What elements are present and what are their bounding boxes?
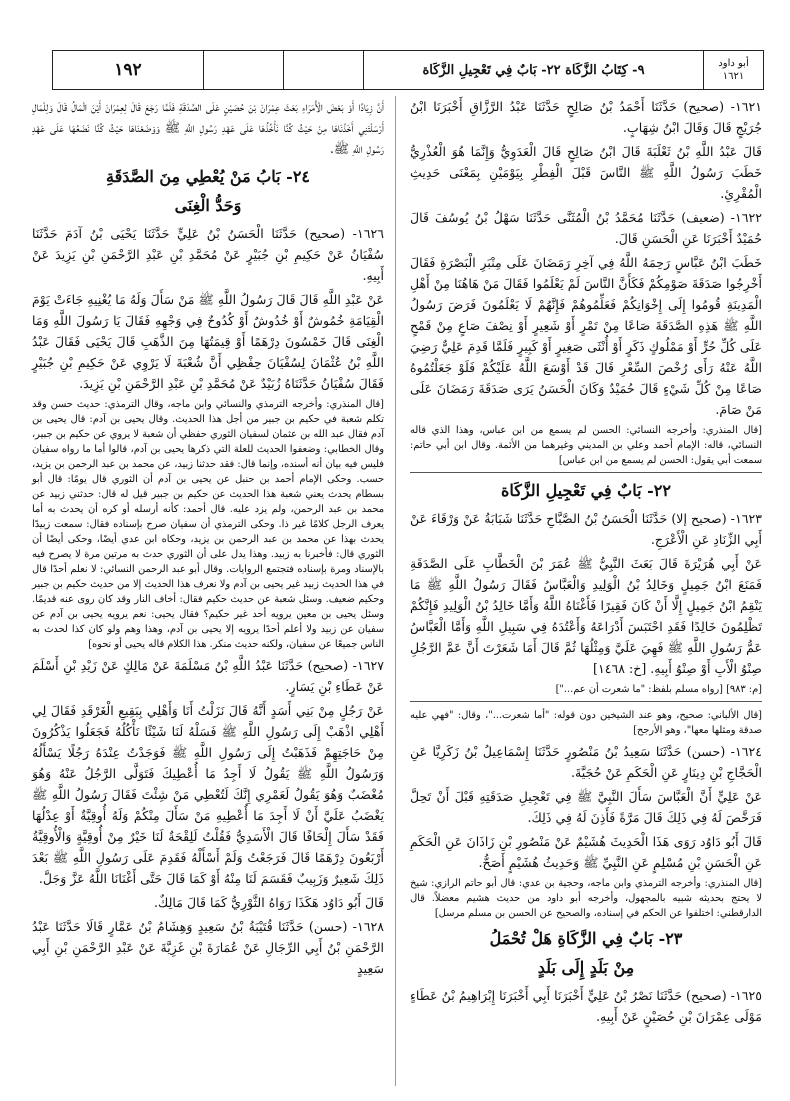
chapter-24-heading: ٢٤- بَابُ مَنْ يُعْطِي مِنَ الصَّدَقَةِ bbox=[105, 167, 311, 186]
header-blank-cell bbox=[203, 51, 283, 89]
left-column bbox=[32, 96, 384, 982]
hadith-1621-isnad: ١٦٢١- (صحيح) حَدَّثَنَا أَحْمَدُ بْنُ صَالِحٍ حَدَّثَنَا عَبْدُ الرَّزَّاقِ أَخْبَرَنَا ابْنُ جُرَيْجٍ قَالَ وَقَالَ ابْنُ شِهَابٍ. bbox=[410, 99, 762, 135]
chapter-24-subheading: وَحَدُّ الْغِنَى bbox=[174, 196, 242, 215]
hadith-1623-isnad: ١٦٢٣- (صحيح إلا) حَدَّثَنَا الْحَسَنُ بْنُ الصَّبَّاحِ حَدَّثَنَا شَبَابَةُ عَنْ وَرْقَاءَ عَنْ أَبِي الزِّنَادِ عَنِ الْأَعْرَجِ. bbox=[410, 511, 762, 547]
note-1622: [قال المنذري: وأخرجه النسائي: الحسن لم يسمع من ابن عباس، وهذا الذي قاله النسائي، قاله: الإمام أحمد وعلي بن المديني وغيرهما من الأئمة. وقال ابن أبي حاتم: سمعت أبي يقول: الحسن لم يسمع من ابن عباس] bbox=[410, 425, 762, 466]
hadith-1625-isnad: ١٦٢٥- (صحيح) حَدَّثَنَا نَصْرُ بْنُ عَلِيٍّ أَخْبَرَنَا أَبِي أَخْبَرَنَا إِبْرَاهِيمُ بْنُ عَطَاءٍ مَوْلَى عِمْرَانَ بْنِ حُصَيْنٍ عَنْ أَبِيهِ. bbox=[410, 988, 762, 1024]
hadith-1627-isnad: ١٦٢٧- (صحيح) حَدَّثَنَا عَبْدُ اللَّهِ بْنُ مَسْلَمَةَ عَنْ مَالِكٍ عَنْ زَيْدِ بْنِ أَسْلَمَ عَنْ عَطَاءِ بْنِ يَسَارٍ. bbox=[32, 658, 384, 694]
book-ref-name: أبو داود bbox=[718, 58, 749, 69]
hadith-1626-matn: عَنْ عَبْدِ اللَّهِ قَالَ قَالَ رَسُولُ اللَّهِ ﷺ مَنْ سَأَلَ وَلَهُ مَا يُغْنِيهِ جَاءَتْ يَوْمَ الْقِيَامَةِ خُمُوشٌ أَوْ خُدُوشٌ أَوْ كُدُوحٌ فِي وَجْهِهِ فَقَالَ يَا رَسُولَ اللَّهِ وَمَا الْغِنَى قَالَ خَمْسُونَ دِرْهَمًا أَوْ قِيمَتُهَا مِنَ الذَّهَبِ قَالَ يَحْيَى فَقَالَ عَبْدُ اللَّهِ بْنُ عُثْمَانَ لِسُفْيَانَ حِفْظِي أَنَّ شُعْبَةَ لَا يَرْوِي عَنْ حَكِيمِ بْنِ جُبَيْرٍ فَقَالَ سُفْيَانُ حَدَّثَنَاهُ زُبَيْدٌ عَنْ مُحَمَّدِ بْنِ عَبْدِ الرَّحْمَنِ بْنِ يَزِيدَ. bbox=[32, 292, 384, 391]
header-blank-cell bbox=[283, 51, 363, 89]
hadith-1624-isnad: ١٦٢٤- (حسن) حَدَّثَنَا سَعِيدُ بْنُ مَنْصُورٍ حَدَّثَنَا إِسْمَاعِيلُ بْنُ زَكَرِيَّا عَنِ الْحَجَّاجِ بْنِ دِينَارٍ عَنِ الْحَكَمِ عَنْ حُجَيَّةَ. bbox=[410, 744, 762, 780]
note-1624: [قال المنذري: وأخرجه الترمذي وابن ماجه، وحجية بن عدي: قال أبو حاتم الرازي: شيخ لا يحتج بحديثه شبيه بالمجهول، وأخرجه أبو داود من حديث هشيم معضلاً. قال الدارقطني: اختلفوا عن الحكم في إسناده، والصحيح عن الحسن بن مسلم مرسل] bbox=[410, 878, 762, 919]
ref-1623: [م: ٩٨٣] [رواه مسلم بلفظ: "ما شعرت أن عم..."] bbox=[555, 684, 762, 695]
hadith-1626-isnad: ١٦٢٦- (صحيح) حَدَّثَنَا الْحَسَنُ بْنُ عَلِيٍّ حَدَّثَنَا يَحْيَى بْنُ آدَمَ حَدَّثَنَا سُفْيَانُ عَنْ حَكِيمِ بْنِ جُبَيْرٍ عَنْ مُحَمَّدِ بْنِ عَبْدِ الرَّحْمَنِ بْنِ يَزِيدَ عَنْ أَبِيهِ. bbox=[32, 226, 384, 283]
hadith-1628-isnad: ١٦٢٨- (حسن) حَدَّثَنَا قُتَيْبَةُ بْنُ سَعِيدٍ وَهِشَامُ بْنُ عَمَّارٍ قَالَا حَدَّثَنَا عَبْدُ الرَّحْمَنِ بْنُ أَبِي الرِّجَالِ عَنْ عُمَارَةَ بْنِ غَزِيَّةَ عَنْ عَبْدِ الرَّحْمَنِ بْنِ أَبِي سَعِيدٍ bbox=[32, 919, 384, 976]
chapter-23-subheading: مِنْ بَلَدٍ إِلَى بَلَدٍ bbox=[537, 958, 635, 977]
hadith-1623-matn: عَنْ أَبِي هُرَيْرَةَ قَالَ بَعَثَ النَّبِيُّ ﷺ عُمَرَ بْنَ الْخَطَّابِ عَلَى الصَّدَقَةِ فَمَنَعَ ابْنُ جَمِيلٍ وَخَالِدُ بْنُ الْوَلِيدِ وَالْعَبَّاسُ فَقَالَ رَسُولُ اللَّهِ ﷺ مَا يَنْقِمُ ابْنُ جَمِيلٍ إِلَّا أَنْ كَانَ فَقِيرًا فَأَغْنَاهُ اللَّهُ وَأَمَّا خَالِدُ بْنُ الْوَلِيدِ فَإِنَّكُمْ تَظْلِمُونَ خَالِدًا فَقَدِ احْتَبَسَ أَدْرَاعَهُ وَأَعْتُدَهُ فِي سَبِيلِ اللَّهِ وَأَمَّا الْعَبَّاسُ عَمُّ رَسُولِ اللَّهِ ﷺ فَهِيَ عَلَيَّ وَمِثْلُهَا ثُمَّ قَالَ أَمَا شَعَرْتَ أَنَّ عَمَّ الرَّجُلِ صِنْوُ الْأَبِ أَوْ صِنْوُ أَبِيهِ. [خ: ١٤٦٨] bbox=[410, 556, 762, 676]
hadith-1622-matn: خَطَبَ ابْنُ عَبَّاسٍ رَحِمَهُ اللَّهُ فِي آخِرِ رَمَضَانَ عَلَى مِنْبَرِ الْبَصْرَةِ فَقَالَ أَخْرِجُوا صَدَقَةَ صَوْمِكُمْ فَكَأَنَّ النَّاسَ لَمْ يَعْلَمُوا فَقَالَ مَنْ هَاهُنَا مِنْ أَهْلِ الْمَدِينَةِ قُومُوا إِلَى إِخْوَانِكُمْ فَعَلِّمُوهُمْ فَإِنَّهُمْ لَا يَعْلَمُونَ فَرَضَ رَسُولُ اللَّهِ ﷺ هَذِهِ الصَّدَقَةَ صَاعًا مِنْ تَمْرٍ أَوْ شَعِيرٍ أَوْ نِصْفَ صَاعٍ مِنْ قَمْحٍ عَلَى كُلِّ حُرٍّ أَوْ مَمْلُوكٍ ذَكَرٍ أَوْ أُنْثَى صَغِيرٍ أَوْ كَبِيرٍ فَلَمَّا قَدِمَ عَلِيٌّ رَضِيَ اللَّهُ عَنْهُ رَأَى رُخْصَ السِّعْرِ قَالَ قَدْ أَوْسَعَ اللَّهُ عَلَيْكُمْ فَلَوْ جَعَلْتُمُوهُ صَاعًا مِنْ كُلِّ شَيْءٍ قَالَ حُمَيْدٌ وَكَانَ الْحَسَنُ يَرَى صَدَقَةَ رَمَضَانَ عَلَى مَنْ صَامَ. bbox=[410, 255, 762, 417]
page-header bbox=[52, 50, 764, 90]
hadith-1627-comment: قَالَ أَبُو دَاوُد هَكَذَا رَوَاهُ الثَّوْرِيُّ كَمَا قَالَ مَالِكٌ. bbox=[153, 895, 384, 910]
chapter-23-heading: ٢٣- بَابٌ فِي الزَّكَاةِ هَلْ تُحْمَلُ bbox=[489, 929, 683, 948]
running-title-text: ٩- كِتَابُ الزَّكَاة ٢٢- بَابٌ فِي تَعْجِيلِ الزَّكَاة bbox=[422, 62, 645, 78]
running-title bbox=[363, 51, 703, 89]
hadith-1627-matn: عَنْ رَجُلٍ مِنْ بَنِي أَسَدٍ أَنَّهُ قَالَ نَزَلْتُ أَنَا وَأَهْلِي بِبَقِيعِ الْغَرْقَدِ فَقَالَ لِي أَهْلِي اذْهَبْ إِلَى رَسُولِ اللَّهِ ﷺ فَسَلْهُ لَنَا شَيْئًا نَأْكُلُهُ فَجَعَلُوا يَذْكُرُونَ مِنْ حَاجَتِهِمْ فَذَهَبْتُ إِلَى رَسُولِ اللَّهِ ﷺ فَوَجَدْتُ عِنْدَهُ رَجُلًا يَسْأَلُهُ وَرَسُولُ اللَّهِ ﷺ يَقُولُ لَا أَجِدُ مَا أُعْطِيكَ فَتَوَلَّى الرَّجُلُ عَنْهُ وَهُوَ مُغْضَبٌ وَهُوَ يَقُولُ لَعَمْرِي إِنَّكَ لَتُعْطِي مَنْ شِئْتَ فَقَالَ رَسُولُ اللَّهِ ﷺ يَغْضَبُ عَلَيَّ أَنْ لَا أَجِدَ مَا أُعْطِيهِ مَنْ سَأَلَ مِنْكُمْ وَلَهُ أُوقِيَّةٌ أَوْ عِدْلُهَا فَقَدْ سَأَلَ إِلْحَافًا قَالَ الْأَسَدِيُّ فَقُلْتُ لَلِقْحَةٌ لَنَا خَيْرٌ مِنْ أُوقِيَّةٍ وَالْأُوقِيَّةُ أَرْبَعُونَ دِرْهَمًا قَالَ فَرَجَعْتُ وَلَمْ أَسْأَلْهُ فَقَدِمَ عَلَى رَسُولِ اللَّهِ ﷺ بَعْدَ ذَلِكَ شَعِيرٌ وَزَبِيبٌ فَقَسَمَ لَنَا مِنْهُ أَوْ كَمَا قَالَ حَتَّى أَغْنَانَا اللَّهُ عَزَّ وَجَلَّ. bbox=[32, 703, 385, 886]
separator bbox=[410, 472, 762, 473]
hadith-1624-matn: عَنْ عَلِيٍّ أَنَّ الْعَبَّاسَ سَأَلَ النَّبِيَّ ﷺ فِي تَعْجِيلِ صَدَقَتِهِ قَبْلَ أَنْ تَحِلَّ فَرَخَّصَ لَهُ فِي ذَلِكَ قَالَ مَرَّةً فَأَذِنَ لَهُ فِي ذَلِكَ. bbox=[410, 789, 762, 825]
note-1626: [قال المنذري: وأخرجه الترمذي والنسائي وابن ماجه، وقال الترمذي: حديث حسن وقد تكلم شعبة في حكيم بن جبير من أجل هذا الحديث. وقال يحيى بن آدم: قال يحيى بن آدم فقال عبد الله بن عثمان لسفيان الثوري حفظي أن شعبة لا يروي عن حكيم بن جبير، وقال الخطابي: وضعفوا الحديث للعلة التي ذكرها يحيى بن آدم، قالوا أما ما رواه سفيان فليس فيه بيان أنه أسنده، وإنما قال: فقد حدثنا زبيد، عن محمد بن عبد الرحمن بن يزيد، حسب. وحكى الإمام أحمد بن حنبل عن يحيى بن آدم أن الثوري قال يومًا: قال أبو بسطام يحدث يعني شعبة هذا الحديث عن حكيم بن جبير قيل له قال: حدثني زبيد عن محمد بن عبد الرحمن، ولم يزد عليه. قال أحمد: كأنه أرسله أو كره أن يحدث به أما يعرف الرجل كلامًا غير ذا. وحكى الترمذي أن سفيان صرح بإسناده فقال: سمعت زبيدًا يحدث بهذا عن محمد بن عبد الرحمن بن يزيد، وحكاه ابن عدي أيضًا، وحكى أيضًا أن الثوري قال: فأخبرنا به زبيد. وهذا يدل على أن الثوري حدث به مرتين مرة لا يصرح فيه بالإسناد ومرة بإسناده فتجتمع الروايات. وقال أبو عبد الرحمن النسائي: لا نعلم أحدًا قال في هذا الحديث زبيد غير يحيى بن آدم ولا نعرف هذا الحديث إلا من حديث حكيم بن جبير وحكيم ضعيف. وسئل شعبة عن حديث حكيم فقال: أخاف النار وقد كان روى عنه قديمًا. وسئل يحيى بن معين يرويه أحد غير حكيم؟ فقال يحيى: نعم يرويه يحيى بن آدم عن سفيان عن زبيد ولا أعلم أحدًا يرويه إلا يحيى بن آدم، وهذا وهم ولو كان كذا لحدث به الناس جميعًا عن سفيان، ولكنه حديث منكر. هذا الكلام قاله يحيى أو نحوه] bbox=[32, 399, 384, 650]
column-divider bbox=[395, 96, 396, 1086]
hadith-1625-matn: أَنَّ زِيَادًا أَوْ بَعْضَ الْأُمَرَاءِ بَعَثَ عِمْرَانَ بْنَ حُصَيْنٍ عَلَى الصَّدَقَةِ فَلَمَّا رَجَعَ قَالَ لِعِمْرَانَ أَيْنَ الْمَالُ قَالَ وَلِلْمَالِ أَرْسَلْتَنِي أَخَذْنَاهَا مِنْ حَيْثُ كُنَّا نَأْخُذُهَا عَلَى عَهْدِ رَسُولِ اللَّهِ ﷺ وَوَضَعْنَاهَا حَيْثُ كُنَّا نَضَعُهَا عَلَى عَهْدِ رَسُولِ اللَّهِ ﷺ. bbox=[32, 99, 384, 156]
hadith-1624-comment: قَالَ أَبُو دَاوُد رَوَى هَذَا الْحَدِيثَ هُشَيْمٌ عَنْ مَنْصُورِ بْنِ زَاذَانَ عَنِ الْحَكَمِ عَنِ الْحَسَنِ بْنِ مُسْلِمٍ عَنِ النَّبِيِّ ﷺ وَحَدِيثُ هُشَيْمٍ أَصَحُّ. bbox=[410, 834, 762, 870]
book-ref-number: ١٦٢١ bbox=[722, 71, 745, 82]
book-ref bbox=[703, 51, 763, 89]
right-column bbox=[410, 96, 762, 1030]
separator bbox=[410, 701, 762, 702]
hadith-1622-isnad: ١٦٢٢- (ضعيف) حَدَّثَنَا مُحَمَّدُ بْنُ الْمُثَنَّى حَدَّثَنَا سَهْلُ بْنُ يُوسُفَ قَالَ حُمَيْدٌ أَخْبَرَنَا عَنِ الْحَسَنِ قَالَ. bbox=[410, 210, 762, 246]
page-number: ١٩٢ bbox=[114, 60, 142, 80]
note-1623: [قال الألباني: صحيح، وهو عند الشيخين دون قوله: "أما شعرت..."، وقال: "فهي عليه صدقة ومثلها معها"، وهو الأرجح] bbox=[410, 710, 762, 736]
hadith-1621-matn: قَالَ عَبْدُ اللَّهِ بْنُ ثَعْلَبَةَ قَالَ ابْنُ صَالِحٍ قَالَ الْعَدَوِيُّ وَإِنَّمَا هُوَ الْعُذْرِيُّ خَطَبَ رَسُولُ اللَّهِ ﷺ النَّاسَ قَبْلَ الْفِطْرِ بِيَوْمَيْنِ بِمَعْنَى حَدِيثِ الْمُقْرِئِ. bbox=[410, 144, 762, 201]
chapter-22-heading: ٢٢- بَابٌ فِي تَعْجِيلِ الزَّكَاة bbox=[501, 481, 671, 500]
